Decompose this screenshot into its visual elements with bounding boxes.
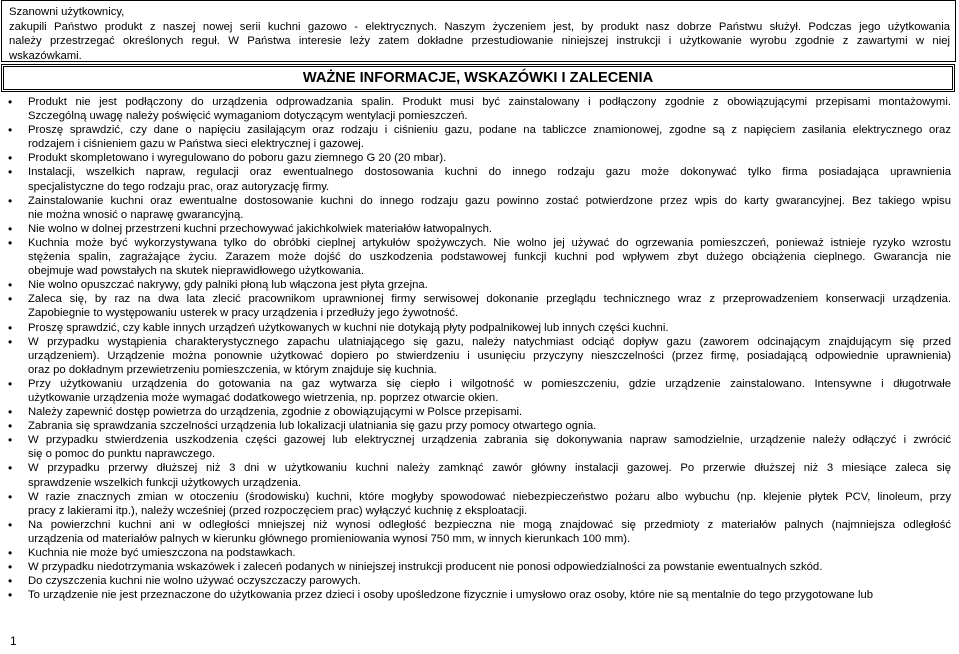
list-item-line: • W razie znacznych zmian w otoczeniu (środowisku) kuchni, które mogłyby spowodować niebezpieczeństwo pożaru albo wybuchu (np. klejenie płytek PCV, linoleum, przy (28, 490, 951, 503)
intro-box (1, 0, 956, 62)
list-item (3, 95, 951, 123)
list-item-line: specjalistyczne do tego rodzaju prac, oraz autoryzację firmy. (28, 180, 330, 193)
list-item-line: oraz po dokładnym przewietrzeniu pomieszczenia, w którym znajduje się kuchnia. (28, 363, 437, 376)
list-item-line: sprawdzenie wszelkich funkcji użytkowych urządzenia. (28, 476, 302, 489)
warning-title: WAŻNE INFORMACJE, WSKAZÓWKI I ZALECENIA (302, 70, 654, 86)
list-item-line: • W przypadku przerwy dłuższej niż 3 dni w użytkowaniu kuchni należy zamknąć zawór główny instalacji gazowej. Po przerwie dłuższej niż 3 miesiące zaleca się (28, 462, 951, 475)
list-item-line: • Proszę sprawdzić, czy kable innych urządzeń użytkowanych w kuchni nie dotykają płyty podpalnikowej lub innych części kuchni. (28, 321, 669, 334)
list-item-line: • Proszę sprawdzić, czy dane o napięciu zasilającym oraz rodzaju i ciśnieniu gazu, podane na tabliczce znamionowej, zgodne są z napięciem zasilania elektrycznego oraz (28, 124, 951, 137)
list-item-line: • Zaleca się, by raz na dwa lata zlecić pracownikom uprawnionej firmy serwisowej dokonanie przeglądu technicznego wraz z przeprowadzeniem konserwacji urządzenia. (28, 293, 951, 306)
list-item-line: • W przypadku stwierdzenia uszkodzenia części gazowej lub elektrycznej urządzenia zabrania się dokonywania napraw samodzielnie, urządzenie należy odłączyć i zwrócić (28, 434, 951, 447)
list-item-line: się o pomoc do punktu naprawczego. (28, 448, 216, 461)
list-item-line: rodzajem i ciśnieniem gazu w Państwa sieci elektrycznej i gazowej. (28, 138, 364, 151)
list-item-line: • Produkt skompletowano i wyregulowano do poboru gazu ziemnego G 20 (20 mbar). (28, 152, 447, 165)
list-item (3, 321, 951, 335)
list-item-line: urządzeniem). Urządzenie można ponownie użytkować dopiero po stwierdzeniu i usunięciu przyczyny nieszczelności (przez firmę, posiadającą odpowiednie uprawnienia) (28, 349, 951, 362)
list-item-line: użytkowanie urządzenia może wymagać dodatkowego wietrzenia, np. poprzez otwarcie okien. (28, 391, 499, 404)
list-item-line: obejmuje wad powstałych na skutek nieprawidłowego użytkowania. (28, 265, 364, 278)
list-item-line: • Nie wolno w dolnej przestrzeni kuchni przechowywać jakichkolwiek materiałów łatwopalnych. (28, 222, 493, 235)
list-item-line: nie można wnosić o naprawę gwarancyjną. (28, 208, 244, 221)
list-item-line: Zapobiegnie to występowaniu usterek w pracy urządzenia i przedłuży jego żywotność. (28, 307, 459, 320)
list-item-line: Szczególną uwagę należy poświęcić wymaganiom dotyczącym wentylacji pomieszczeń. (28, 110, 468, 123)
list-item-line: • Przy użytkowaniu urządzenia do gotowania na gaz wytwarza się ciepło i wilgotność w pomieszczeniu, gdzie urządzenie zainstalowano. Intensywne i długotrwałe (28, 377, 951, 390)
list-item-line: • Instalacji, wszelkich napraw, regulacji oraz ewentualnego dostosowania kuchni do innego rodzaju gazu może dokonywać tylko firma posiadająca uprawnienia (28, 166, 951, 179)
instructions-list (3, 95, 951, 602)
list-item (3, 194, 951, 222)
list-item (3, 405, 951, 419)
list-item-line: • Nie wolno opuszczać nakrywy, gdy palniki płoną lub włączona jest płyta grzejna. (28, 279, 428, 292)
list-item-line: • W przypadku niedotrzymania wskazówek i zaleceń podanych w niniejszej instrukcji producent nie ponosi odpowiedzialności za powstanie ewentualnych szkód. (28, 561, 823, 574)
list-item (3, 461, 951, 489)
list-item (3, 518, 951, 546)
list-item-line: urządzenia od materiałów palnych w kierunku głównego promieniowania wynosi 750 mm, w innych kierunkach 100 mm). (28, 532, 631, 545)
list-item (3, 236, 951, 278)
greeting-line: Szanowni użytkownicy, (9, 6, 125, 18)
list-item (3, 222, 951, 236)
warning-title-box (1, 64, 955, 92)
intro-line: wskazówkami. (9, 49, 82, 62)
list-item (3, 377, 951, 405)
list-item (3, 278, 951, 292)
list-item (3, 165, 951, 193)
list-item (3, 560, 951, 574)
list-item-line: • Produkt nie jest podłączony do urządzenia odprowadzania spalin. Produkt musi być zainstalowany i podłączony zgodnie z obowiązującymi przepisami montażowymi. (28, 96, 951, 108)
list-item-line: pracy z lakierami itp.), należy wcześniej (przed rozpoczęciem prac) wyłączyć kuchnię z eksploatacji. (28, 504, 528, 517)
page-number: 1 (10, 634, 17, 648)
list-item (3, 574, 951, 588)
list-item-line: • W przypadku wystąpienia charakterystycznego zapachu ulatniającego się gazu, należy natychmiast odciąć dopływ gazu (zaworem odcinającym znajdującym się przed (28, 335, 951, 348)
list-item-line: • Zabrania się sprawdzania szczelności urządzenia lub lokalizacji ulatniania się gazu przy pomocy otwartego ognia. (28, 420, 597, 433)
list-item-line: • Na powierzchni kuchni ani w odległości mniejszej niż wynosi odległość bezpieczna nie mogą znajdować się przedmioty z materiałów palnych (najmniejsza odległość (28, 518, 951, 531)
intro-line: zakupili Państwo produkt z naszej nowej serii kuchni gazowo - elektrycznych. Naszym życzeniem jest, by produkt nasz dobrze Państwu służył. Podczas jego użytkowania (9, 20, 950, 33)
list-item-line: • Kuchnia może być wykorzystywana tylko do obróbki cieplnej artykułów spożywczych. Nie wolno jej używać do ogrzewania pomieszczeń, ponieważ istnieje ryzyko wzrostu (28, 236, 951, 249)
list-item-line: • Do czyszczenia kuchni nie wolno używać oczyszczaczy parowych. (28, 575, 361, 588)
list-item (3, 419, 951, 433)
list-item-line: • To urządzenie nie jest przeznaczone do użytkowania przez dzieci i osoby upośledzone fizycznie i umysłowo oraz osoby, które nie są mentalnie do tego przygotowane lub (28, 589, 874, 602)
list-item (3, 546, 951, 560)
list-item-line: • Należy zapewnić dostęp powietrza do urządzenia, zgodnie z obowiązującymi w Polsce przepisami. (28, 406, 523, 419)
list-item-line: • Kuchnia nie może być umieszczona na podstawkach. (28, 547, 296, 559)
list-item (3, 335, 951, 377)
list-item (3, 123, 951, 151)
intro-line: należy przestrzegać określonych reguł. W Państwa interesie leży zatem dokładne przestudiowanie niniejszej instrukcji i użytkowanie wyrobu zgodnie z zawartymi w niej (9, 35, 950, 47)
list-item (3, 292, 951, 320)
list-item-line: • Zainstalowanie kuchni oraz ewentualne dostosowanie kuchni do innego rodzaju gazu powinno zostać potwierdzone przez wpis do karty gwarancyjnej. Bez takiego wpisu (28, 194, 951, 207)
list-item (3, 151, 951, 165)
list-item-line: stężenia spalin, zagrażające życiu. Zarazem może dojść do uszkodzenia podstawowej funkcji kuchni pod wpływem zbyt dużego obciążenia cieplnego. Gwarancja nie (28, 251, 951, 264)
list-item (3, 588, 951, 602)
list-item (3, 490, 951, 518)
list-item (3, 433, 951, 461)
